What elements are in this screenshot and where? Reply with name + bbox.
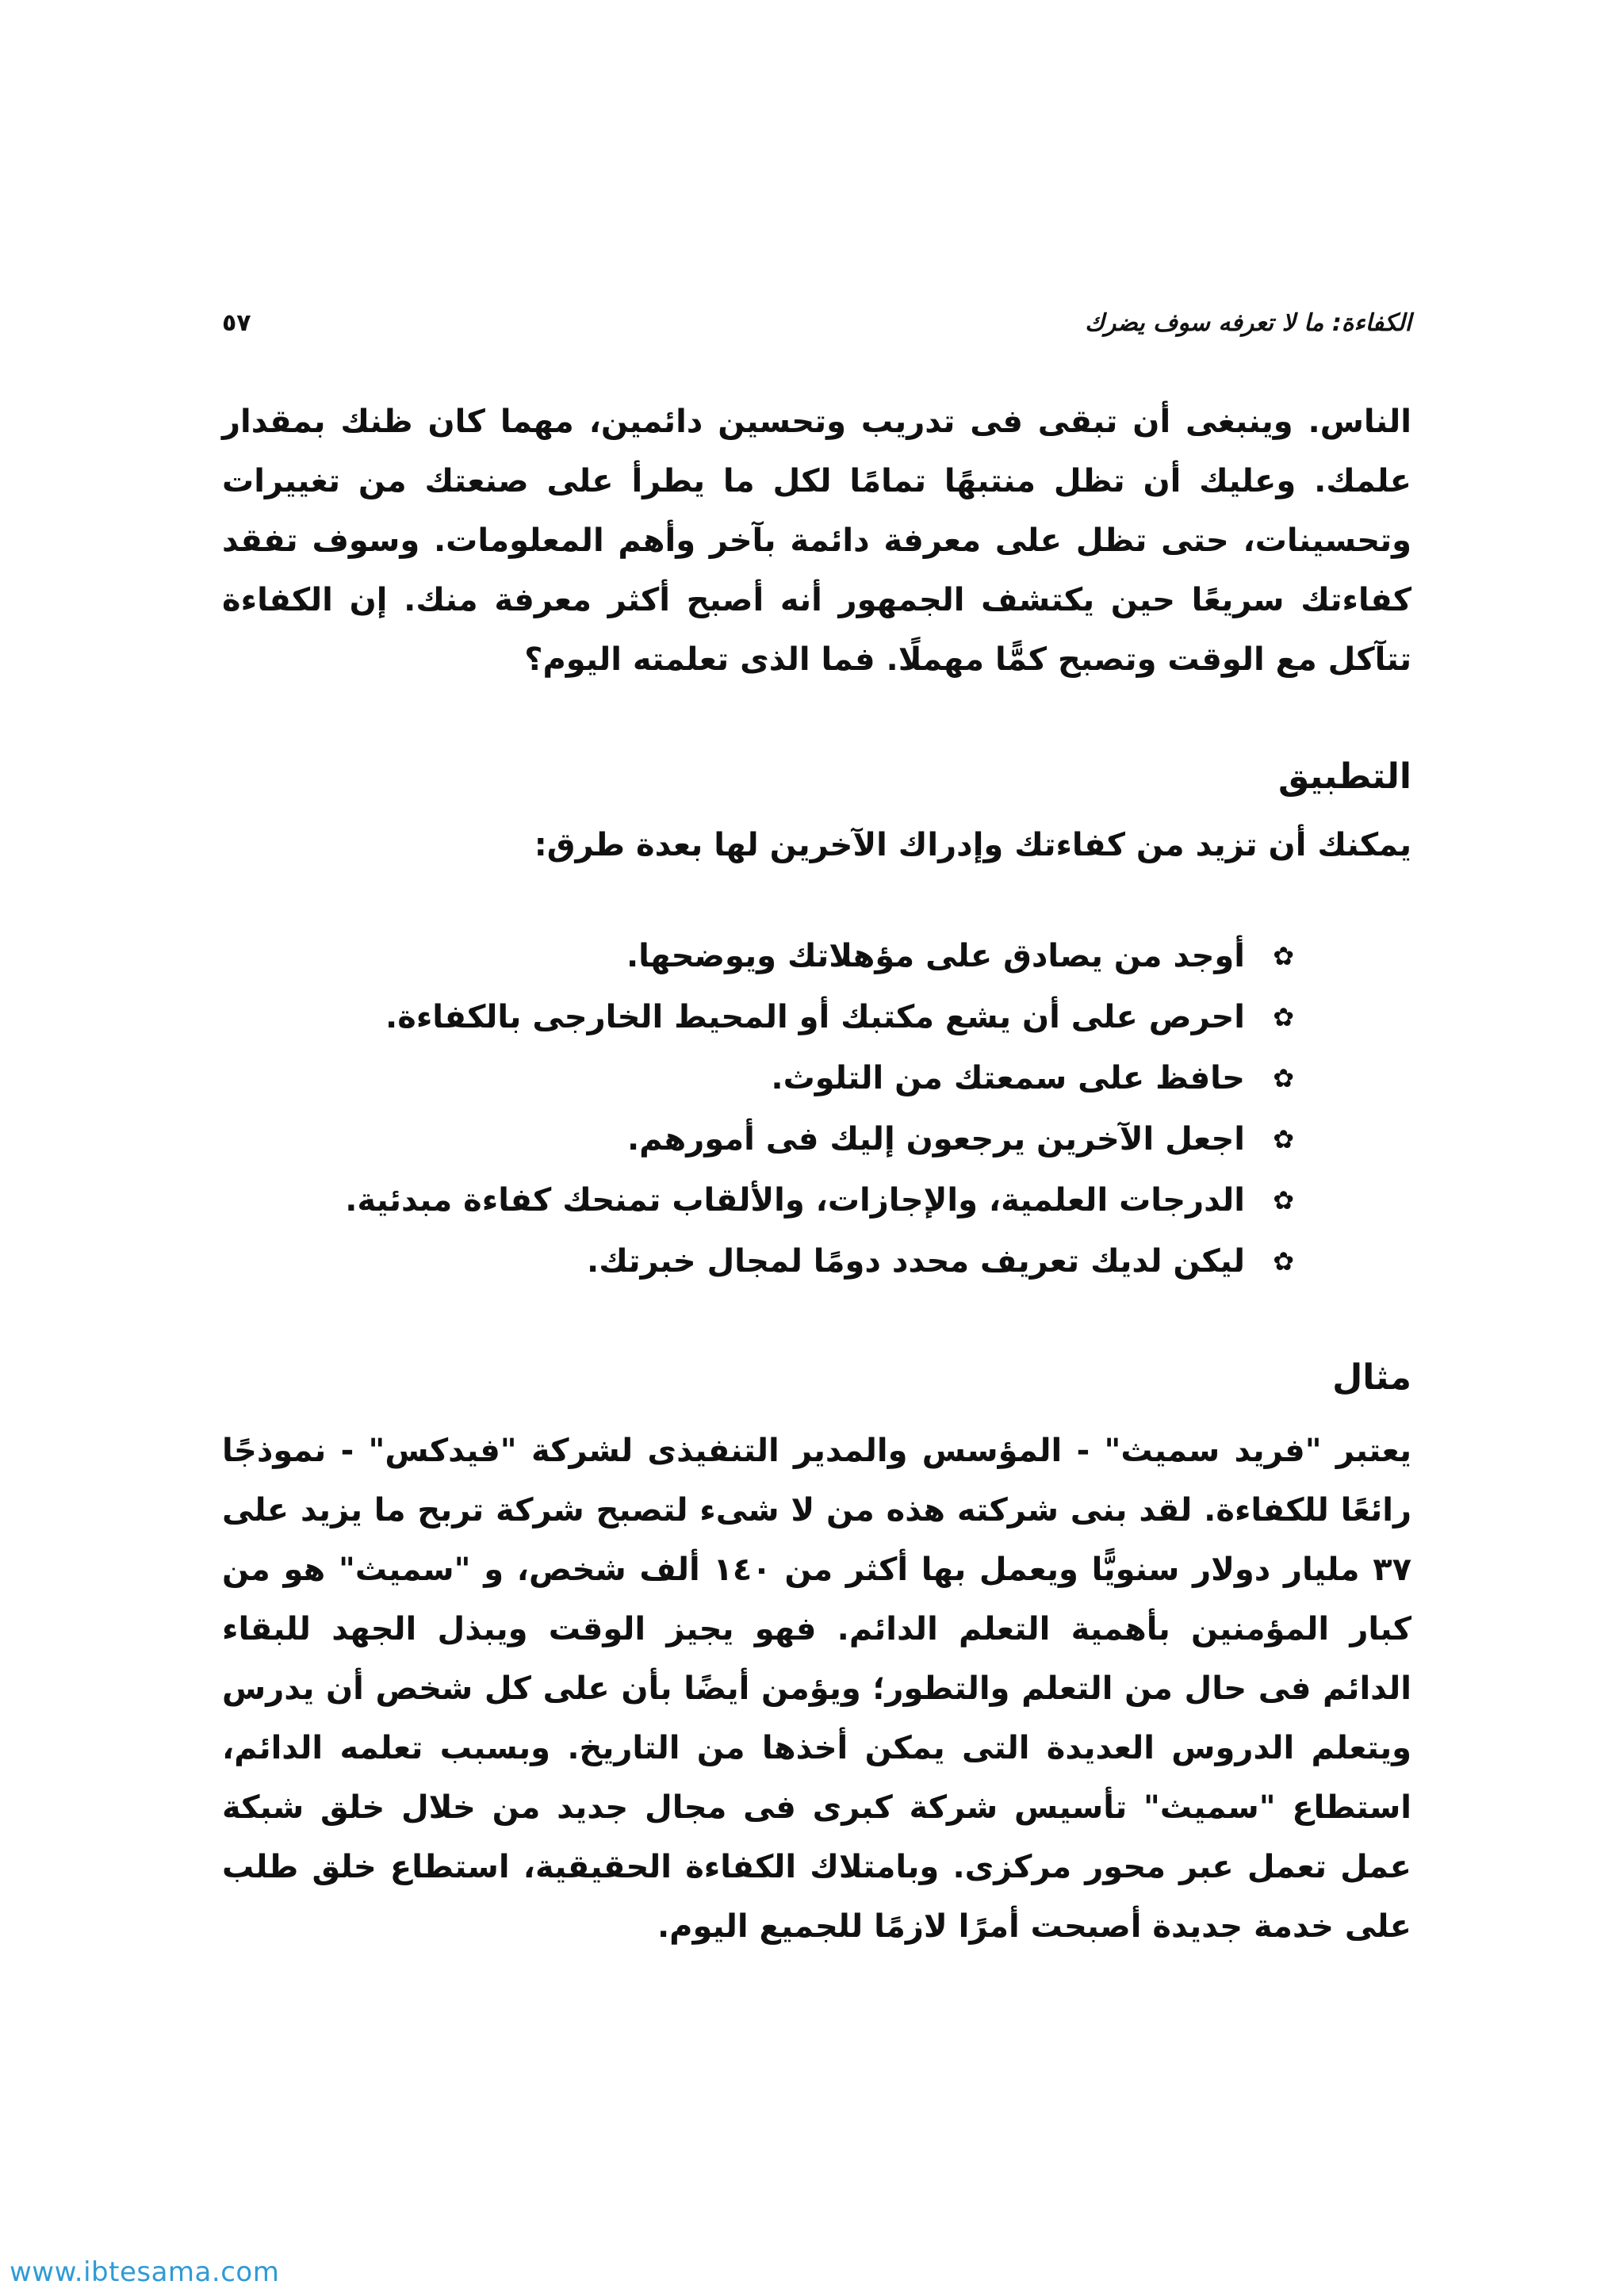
running-title: الكفاءة: ما لا تعرفه سوف يضرك [1085,309,1411,337]
application-heading: التطبيق [1277,756,1411,797]
flower-bullet-icon: ✿ [1273,1002,1294,1032]
flower-bullet-icon: ✿ [1273,1246,1294,1276]
flower-bullet-icon: ✿ [1273,941,1294,971]
bullet-text: الدرجات العلمية، والإجازات، والألقاب تمنحك كفاءة مبدئية. [345,1182,1245,1219]
flower-bullet-icon: ✿ [1273,1185,1294,1215]
page-content [222,392,1411,1957]
bullet-text: حافظ على سمعتك من التلوث. [771,1060,1245,1096]
list-item [222,1170,1293,1231]
intro-paragraph: الناس. وينبغى أن تبقى فى تدريب وتحسين دائمين، مهما كان ظنك بمقدار علمك. وعليك أن تظل منتبهًا تمامًا لكل ما يطرأ على صنعتك من تغييرات وتحسينات، حتى تظل على معرفة دائمة بآخر وأهم المعلومات. وسوف تفقد كفاءتك سريعًا حين يكتشف الجمهور أنه أصبح أكثر معرفة منك. إن الكفاءة تتآكل مع الوقت وتصبح كمًّا مهملًا. فما الذى تعلمته اليوم؟ [222,404,1411,678]
page-number: ٥٧ [222,309,251,337]
bullet-text: أوجد من يصادق على مؤهلاتك ويوضحها. [626,938,1245,974]
list-item [222,1231,1293,1292]
list-item [222,987,1293,1048]
bullet-text: احرص على أن يشع مكتبك أو المحيط الخارجى بالكفاءة. [385,999,1245,1035]
list-item [222,926,1293,987]
bullet-text: ليكن لديك تعريف محدد دومًا لمجال خبرتك. [587,1243,1245,1280]
application-bullet-list [222,926,1411,1292]
bullet-text: اجعل الآخرين يرجعون إليك فى أمورهم. [626,1121,1245,1158]
watermark: www.ibtesama.com [10,2256,280,2288]
application-intro: يمكنك أن تزيد من كفاءتك وإدراك الآخرين لها بعدة طرق: [534,827,1411,863]
running-header [214,300,1411,347]
flower-bullet-icon: ✿ [1273,1124,1294,1154]
example-heading: مثال [1332,1357,1411,1398]
list-item [222,1109,1293,1170]
list-item [222,1048,1293,1109]
example-paragraph: يعتبر "فريد سميث" - المؤسس والمدير التنفيذى لشركة "فيدكس" - نموذجًا رائعًا للكفاءة. لقد بنى شركته هذه من لا شىء لتصبح شركة تربح ما يزيد على ٣٧ مليار دولار سنويًّا ويعمل بها أكثر من ١٤٠ ألف شخص، و "سميث" هو من كبار المؤمنين بأهمية التعلم الدائم. فهو يجيز الوقت ويبذل الجهد للبقاء الدائم فى حال من التعلم والتطور؛ ويؤمن أيضًا بأن على كل شخص أن يدرس ويتعلم الدروس العديدة التى يمكن أخذها من التاريخ. وبسبب تعلمه الدائم، استطاع "سميث" تأسيس شركة كبرى فى مجال جديد من خلال خلق شبكة عمل تعمل عبر محور مركزى. وبامتلاك الكفاءة الحقيقية، استطاع خلق طلب على خدمة جديدة أصبحت أمرًا لازمًا للجميع اليوم. [222,1433,1412,1945]
flower-bullet-icon: ✿ [1273,1063,1294,1093]
